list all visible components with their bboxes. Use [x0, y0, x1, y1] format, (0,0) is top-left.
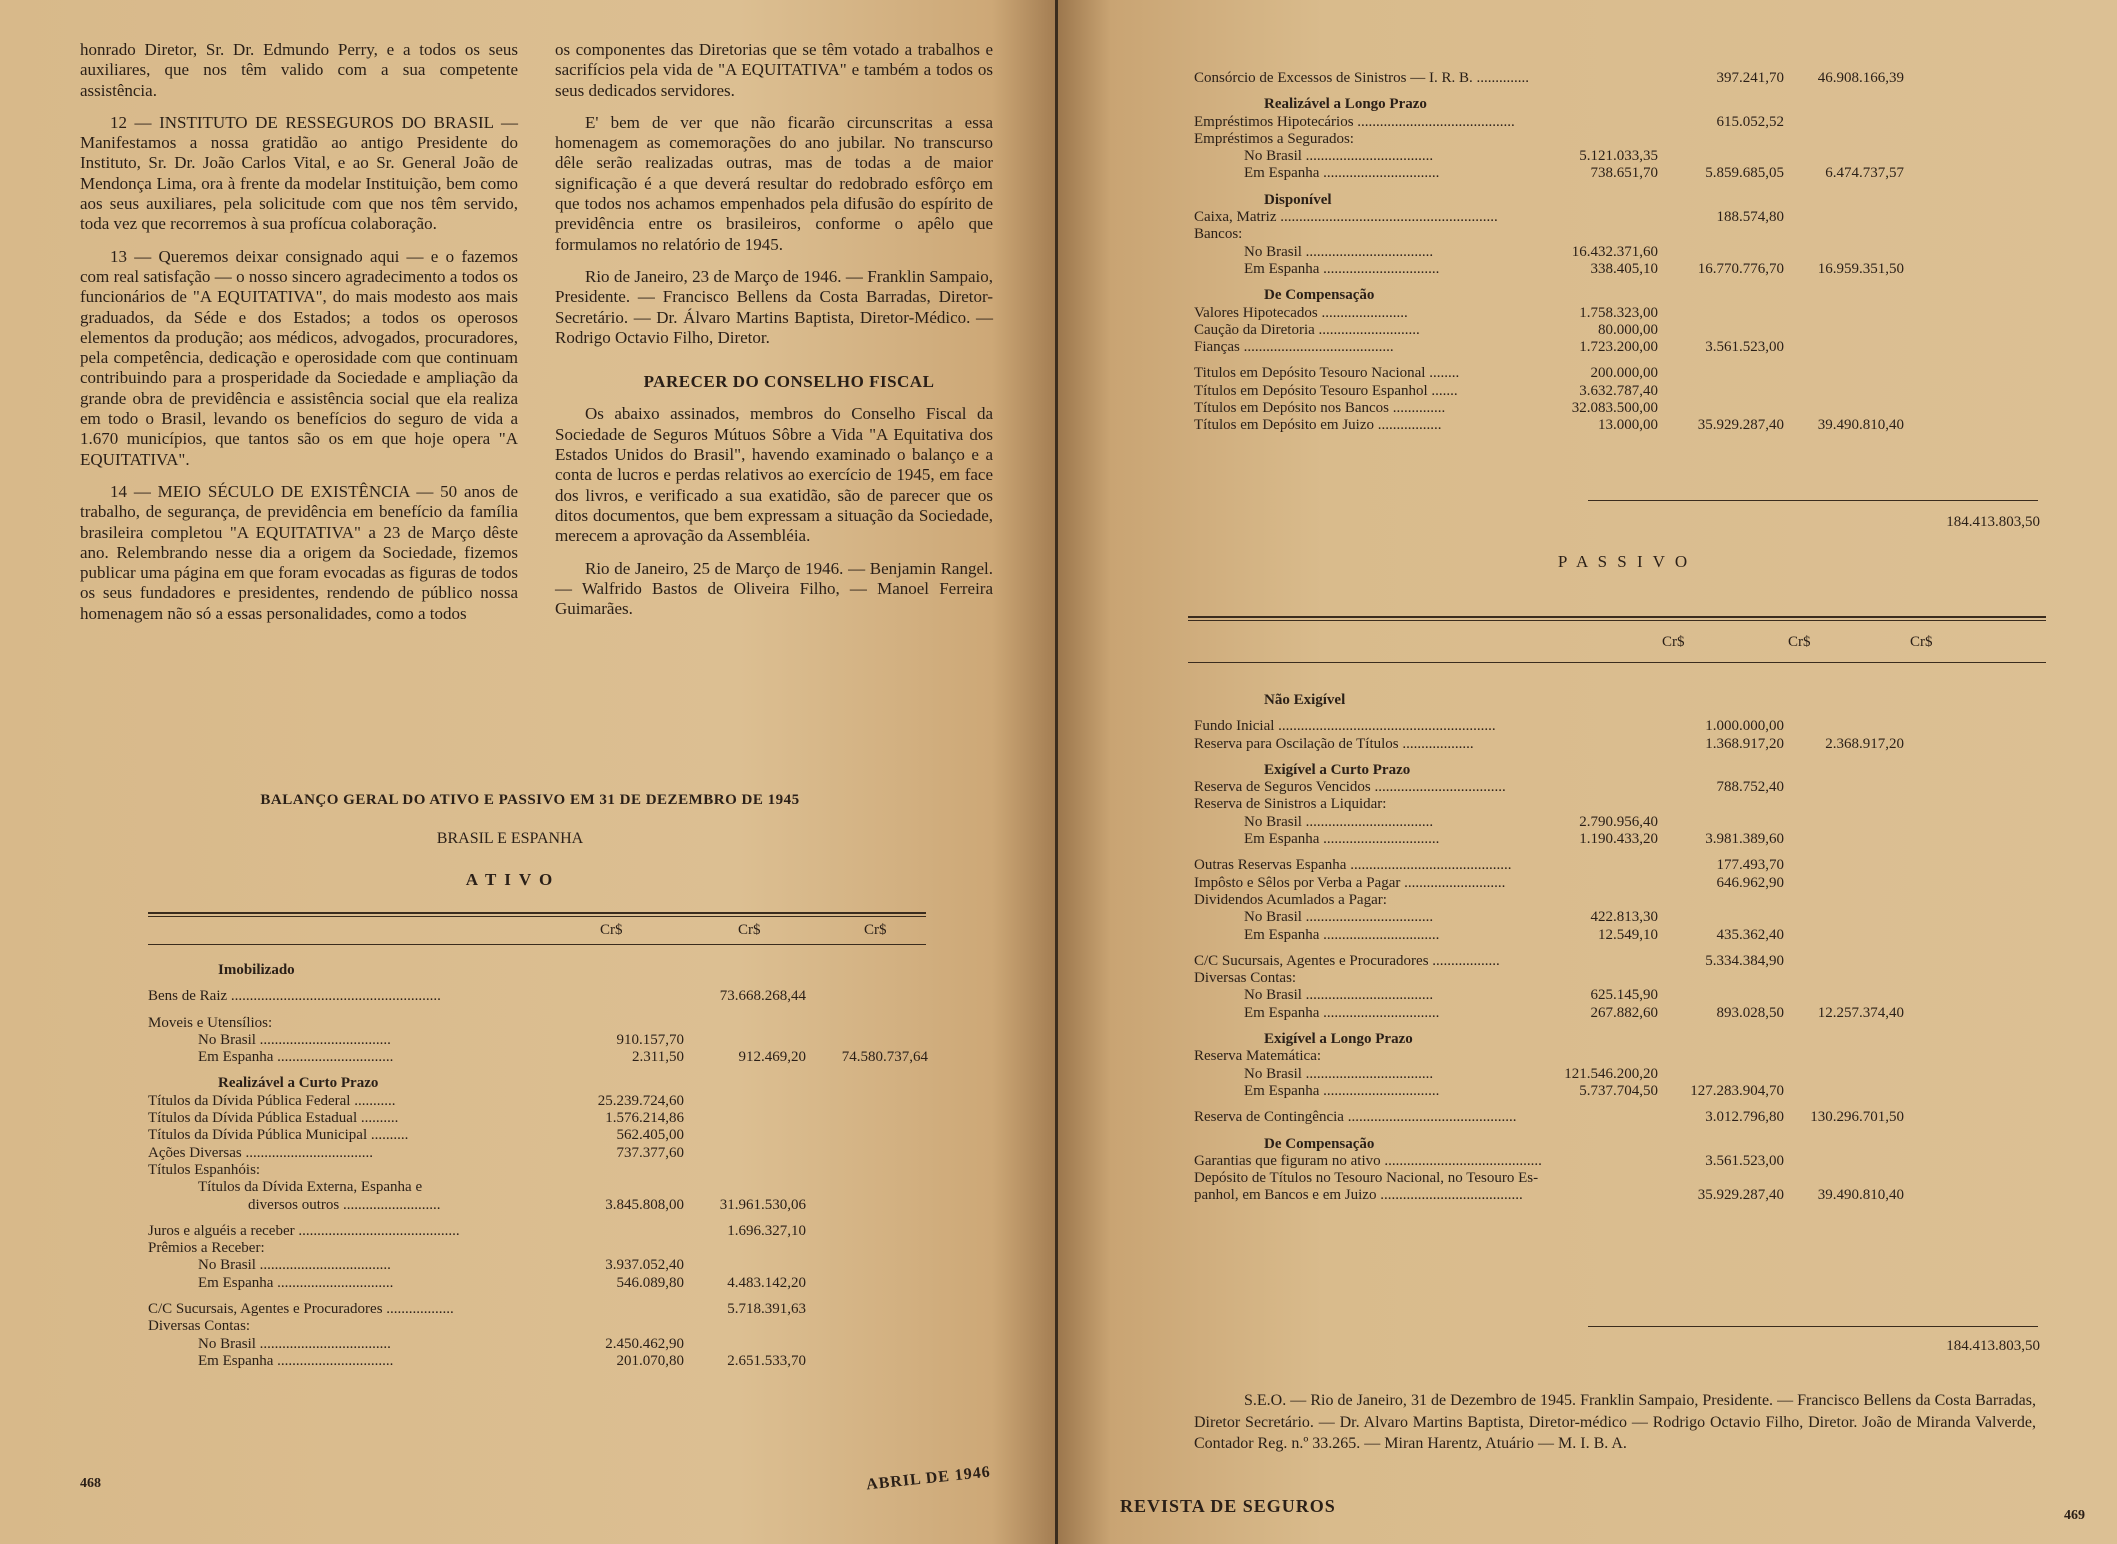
- amount-1: 5.737.704,50: [1579, 1082, 1658, 1099]
- table-row: [1194, 322, 2054, 339]
- amount-2: 1.000.000,00: [1705, 718, 1784, 735]
- section-heading-row: [1194, 1136, 2054, 1153]
- table-row: [148, 1301, 948, 1318]
- ativo-title: A T I V O: [465, 870, 555, 889]
- table-row: [148, 1336, 948, 1353]
- amount-2: 3.561.523,00: [1705, 339, 1784, 356]
- table-row: [1194, 383, 2054, 400]
- table-row: [1194, 1083, 2054, 1100]
- row-label: Em Espanha ...............................: [1244, 260, 1440, 277]
- divider: [148, 912, 926, 914]
- section-heading: Disponível: [1264, 191, 1332, 208]
- amount-2: 5.334.384,90: [1705, 952, 1784, 969]
- section-heading: De Compensação: [1264, 1135, 1375, 1152]
- passivo-title: P A S S I V O: [1557, 552, 1691, 571]
- amount-1: 2.450.462,90: [605, 1335, 684, 1352]
- table-row: [1194, 365, 2054, 382]
- table-row: [148, 1032, 948, 1049]
- paragraph: honrado Diretor, Sr. Dr. Edmundo Perry, e a todos os seus auxiliares, que nos têm valido com a sua competente assistência.: [80, 40, 518, 100]
- divider: [1188, 616, 2046, 618]
- amount-2: 31.961.530,06: [719, 1196, 806, 1213]
- row-label: Reserva de Sinistros a Liquidar:: [1194, 796, 1387, 813]
- table-row: [148, 988, 948, 1005]
- amount-3: 39.490.810,40: [1817, 417, 1904, 434]
- row-label: C/C Sucursais, Agentes e Procuradores ..................: [1194, 952, 1500, 969]
- spacer-row: [1194, 1100, 2054, 1109]
- table-row: [148, 1240, 948, 1257]
- row-label: Titulos em Depósito Tesouro Nacional ........: [1194, 365, 1460, 382]
- row-label: No Brasil ...................................: [198, 1031, 391, 1048]
- amount-1: 3.632.787,40: [1579, 382, 1658, 399]
- amount-2: 912.469,20: [738, 1049, 806, 1066]
- row-label: Em Espanha ...............................: [1244, 926, 1440, 943]
- table-row: [1194, 875, 2054, 892]
- amount-2: 4.483.142,20: [727, 1274, 806, 1291]
- amount-3: 16.959.351,50: [1817, 260, 1904, 277]
- spacer-row: [148, 1006, 948, 1015]
- row-label: Depósito de Títulos no Tesouro Nacional, no Tesouro Es-: [1194, 1170, 1539, 1187]
- currency-label: Cr$: [600, 922, 623, 938]
- row-label: Em Espanha ...............................: [1244, 1004, 1440, 1021]
- row-label: No Brasil ..................................: [1244, 148, 1434, 165]
- section-heading: De Compensação: [1264, 287, 1375, 304]
- amount-1: 12.549,10: [1598, 926, 1658, 943]
- row-label: Reserva de Contingência .............................................: [1194, 1109, 1517, 1126]
- amount-3: 39.490.810,40: [1817, 1187, 1904, 1204]
- spacer-row: [1194, 709, 2054, 718]
- row-label: Títulos da Dívida Externa, Espanha e: [198, 1179, 423, 1196]
- amount-1: 625.145,90: [1590, 987, 1658, 1004]
- amount-1: 1.723.200,00: [1579, 339, 1658, 356]
- row-label: diversos outros ..........................: [248, 1196, 441, 1213]
- page-number: 469: [2064, 1508, 2085, 1523]
- section-heading-row: [1194, 287, 2054, 304]
- amount-2: 435.362,40: [1716, 926, 1784, 943]
- amount-1: 201.070,80: [616, 1352, 684, 1369]
- divider: [1188, 620, 2046, 621]
- row-label: Reserva Matemática:: [1194, 1048, 1322, 1065]
- row-label: Juros e alguéis a receber ...........................................: [148, 1222, 460, 1239]
- page-footer: ABRIL DE 1946: [865, 1463, 992, 1494]
- row-label: Títulos Espanhóis:: [148, 1161, 261, 1178]
- section-heading: Realizável a Curto Prazo: [218, 1075, 379, 1092]
- row-label: Reserva para Oscilação de Títulos ...................: [1194, 735, 1474, 752]
- row-label: Fundo Inicial ..........................................................: [1194, 718, 1496, 735]
- balance-signature: S.E.O. — Rio de Janeiro, 31 de Dezembro de 1945. Franklin Sampaio, Presidente. — Francisco Bellens da Costa Barradas, Diretor Secretário. — Dr. Alvaro Martins Baptista, Diretor-médico — Rodrigo Octavio Filho, Diretor. João de Miranda Valverde, Contador Reg. n.º 33.265. — Miran Harentz, Atuário — M. I. B. A.: [1194, 1392, 2036, 1452]
- text-column-1: [80, 40, 518, 624]
- row-label: Em Espanha ...............................: [198, 1352, 394, 1369]
- table-row: [148, 1093, 948, 1110]
- table-row: [1194, 927, 2054, 944]
- spacer-row: [1194, 87, 2054, 96]
- row-label: Diversas Contas:: [1194, 970, 1297, 987]
- amount-2: 177.493,70: [1716, 857, 1784, 874]
- table-row: [1194, 226, 2054, 243]
- row-label: No Brasil ..................................: [1244, 813, 1434, 830]
- row-label: Em Espanha ...............................: [198, 1274, 394, 1291]
- divider: [148, 944, 926, 945]
- row-label: No Brasil ..................................: [1244, 987, 1434, 1004]
- table-row: [148, 1353, 948, 1370]
- row-label: Prêmios a Receber:: [148, 1240, 265, 1257]
- table-row: [148, 1179, 948, 1196]
- section-heading: Não Exigível: [1264, 692, 1346, 708]
- amount-2: 1.368.917,20: [1705, 735, 1784, 752]
- row-label: Moveis e Utensílios:: [148, 1014, 273, 1031]
- table-row: [148, 1257, 948, 1274]
- table-row: [1194, 114, 2054, 131]
- spacer-row: [1194, 278, 2054, 287]
- row-label: Em Espanha ...............................: [198, 1049, 394, 1066]
- amount-2: 3.012.796,80: [1705, 1109, 1784, 1126]
- currency-label: Cr$: [1910, 634, 1933, 650]
- table-row: [1194, 165, 2054, 182]
- row-label: Reserva de Seguros Vencidos ...................................: [1194, 779, 1506, 796]
- table-row: [1194, 339, 2054, 356]
- amount-1: 5.121.033,35: [1579, 148, 1658, 165]
- paragraph: E' bem de ver que não ficarão circunscritas a essa homenagem as comemorações do ano jubilar. No transcurso dêle serão realizadas outras, mas de todas a de maior significação é a que deverá resultar do redobrado esfôrço em que todos nos achamos empenhados pela difusão do espírito de previdência entre os brasileiros, conforme o apêlo que formulamos no relatório de 1945.: [555, 112, 993, 254]
- spacer-row: [1194, 753, 2054, 762]
- table-row: [1194, 131, 2054, 148]
- table-row: [1194, 814, 2054, 831]
- divider: [1188, 662, 2046, 663]
- amount-3: 46.908.166,39: [1817, 70, 1904, 86]
- spacer-row: [1194, 848, 2054, 857]
- amount-3: 2.368.917,20: [1825, 735, 1904, 752]
- amount-1: 737.377,60: [616, 1144, 684, 1161]
- row-label: Em Espanha ...............................: [1244, 831, 1440, 848]
- spacer-row: [148, 1292, 948, 1301]
- table-row: [1194, 148, 2054, 165]
- paragraph: 12 — INSTITUTO DE RESSEGUROS DO BRASIL — Manifestamos a nossa gratidão ao antigo Presidente do Instituto, Sr. Dr. João Carlos Vital, e ao Sr. General João de Mendonça Lima, ora à frente da modelar Instituição, bem como aos seus auxiliares, pela solicitude com que nos têm servido, toda vez que recorremos à sua profícua colaboração.: [80, 112, 518, 234]
- currency-label: Cr$: [864, 922, 887, 938]
- amount-1: 200.000,00: [1590, 365, 1658, 382]
- table-row: [1194, 970, 2054, 987]
- amount-3: 74.580.737,64: [841, 1049, 928, 1066]
- row-label: Títulos da Dívida Pública Federal ...........: [148, 1092, 396, 1109]
- amount-2: 615.052,52: [1716, 113, 1784, 130]
- spacer-row: [148, 1214, 948, 1223]
- amount-3: 130.296.701,50: [1810, 1109, 1904, 1126]
- paragraph: Os abaixo assinados, membros do Conselho Fiscal da Sociedade de Seguros Mútuos Sôbre a Vida "A Equitativa dos Estados Unidos do Brasil", havendo examinado o balanço e a conta de lucros e perdas relativos ao exercício de 1945, em face dos livros, e verificado a sua exatidão, são de parecer que os ditos documentos, que bem expressam a situação da Sociedade, merecem a aprovação da Assembléia.: [555, 404, 993, 546]
- table-row: [1194, 909, 2054, 926]
- table-row: [148, 1162, 948, 1179]
- ativo-total: 184.413.803,50: [1946, 514, 2040, 530]
- paragraph: os componentes das Diretorias que se têm votado a trabalhos e sacrifícios pela vida de "A EQUITATIVA" e também a todos os seus dedicados servidores.: [555, 40, 993, 100]
- table-row: [148, 1127, 948, 1144]
- amount-2: 788.752,40: [1716, 779, 1784, 796]
- row-label: panhol, em Bancos e em Juizo ......................................: [1194, 1187, 1523, 1204]
- amount-1: 910.157,70: [616, 1031, 684, 1048]
- spacer-row: [1194, 1127, 2054, 1136]
- row-label: Caixa, Matriz ..........................................................: [1194, 209, 1498, 226]
- amount-2: 646.962,90: [1716, 874, 1784, 891]
- section-heading-row: [148, 962, 948, 979]
- amount-1: 422.813,30: [1590, 909, 1658, 926]
- table-row: [148, 1145, 948, 1162]
- left-page: [0, 0, 1055, 1544]
- amount-2: 1.696.327,10: [727, 1222, 806, 1239]
- row-label: Valores Hipotecados .......................: [1194, 304, 1408, 321]
- table-row: [1194, 1005, 2054, 1022]
- amount-1: 13.000,00: [1598, 417, 1658, 434]
- row-label: No Brasil ...................................: [198, 1335, 391, 1352]
- amount-1: 3.937.052,40: [605, 1257, 684, 1274]
- page-footer: REVISTA DE SEGUROS: [1120, 1496, 1336, 1516]
- table-row: [148, 1015, 948, 1032]
- table-row: [1194, 1170, 2054, 1187]
- section-heading-row: [1194, 96, 2054, 113]
- amount-1: 32.083.500,00: [1571, 400, 1658, 417]
- amount-2: 2.651.533,70: [727, 1352, 806, 1369]
- spacer-row: [148, 979, 948, 988]
- section-heading-row: [1194, 692, 2054, 709]
- table-row: [1194, 718, 2054, 735]
- parecer-title: PARECER DO CONSELHO FISCAL: [643, 372, 935, 392]
- divider: [1588, 1326, 2038, 1327]
- table-row: [148, 1275, 948, 1292]
- row-label: Bancos:: [1194, 226, 1243, 243]
- amount-2: 5.718.391,63: [727, 1301, 806, 1318]
- amount-1: 1.758.323,00: [1579, 304, 1658, 321]
- amount-1: 121.546.200,20: [1564, 1065, 1658, 1082]
- row-label: Fianças ........................................: [1194, 339, 1394, 356]
- ativo-table: [148, 962, 948, 1370]
- row-label: C/C Sucursais, Agentes e Procuradores ..................: [148, 1301, 454, 1318]
- amount-2: 188.574,80: [1716, 209, 1784, 226]
- table-row: [1194, 261, 2054, 278]
- divider: [1588, 500, 2038, 501]
- row-label: Dividendos Acumlados a Pagar:: [1194, 891, 1387, 908]
- table-row: [148, 1110, 948, 1127]
- section-heading-row: [1194, 762, 2054, 779]
- amount-2: 73.668.268,44: [719, 988, 806, 1005]
- section-heading: Exigível a Curto Prazo: [1264, 761, 1411, 778]
- row-label: No Brasil ..................................: [1244, 1065, 1434, 1082]
- spacer-row: [1194, 944, 2054, 953]
- amount-2: 35.929.287,40: [1697, 1187, 1784, 1204]
- section-heading: Realizável a Longo Prazo: [1264, 96, 1427, 113]
- right-page: [1058, 0, 2117, 1544]
- table-row: [1194, 417, 2054, 434]
- currency-label: Cr$: [1662, 634, 1685, 650]
- amount-1: 1.576.214,86: [605, 1110, 684, 1127]
- divider: [148, 916, 926, 917]
- table-row: [1194, 892, 2054, 909]
- amount-1: 25.239.724,60: [597, 1092, 684, 1109]
- amount-1: 3.845.808,00: [605, 1196, 684, 1213]
- spacer-row: [1194, 356, 2054, 365]
- amount-1: 546.089,80: [616, 1274, 684, 1291]
- section-heading: Imobilizado: [218, 962, 295, 978]
- row-label: No Brasil ...................................: [198, 1257, 391, 1274]
- amount-1: 80.000,00: [1598, 321, 1658, 338]
- amount-2: 3.981.389,60: [1705, 831, 1784, 848]
- row-label: Diversas Contas:: [148, 1318, 251, 1335]
- row-label: Impôsto e Sêlos por Verba a Pagar ...........................: [1194, 874, 1506, 891]
- table-row: [148, 1049, 948, 1066]
- board-signature: Rio de Janeiro, 23 de Março de 1946. — Franklin Sampaio, Presidente. — Francisco Bellens da Costa Barradas, Diretor-Secretário. — Dr. Álvaro Martins Baptista, Diretor-Médico. — Rodrigo Octavio Filho, Diretor.: [555, 266, 993, 347]
- amount-2: 127.283.904,70: [1690, 1082, 1784, 1099]
- row-label: Empréstimos Hipotecários ..........................................: [1194, 113, 1515, 130]
- row-label: Garantias que figuram no ativo ..........................................: [1194, 1152, 1542, 1169]
- amount-2: 5.859.685,05: [1705, 165, 1784, 182]
- section-heading: Exigível a Longo Prazo: [1264, 1031, 1413, 1048]
- row-label: Outras Reservas Espanha ...........................................: [1194, 857, 1512, 874]
- table-row: [1194, 1109, 2054, 1126]
- amount-3: 6.474.737,57: [1825, 165, 1904, 182]
- ativo-continuation-table: [1194, 70, 2054, 435]
- table-row: [1194, 400, 2054, 417]
- section-heading-row: [1194, 192, 2054, 209]
- amount-2: 893.028,50: [1716, 1004, 1784, 1021]
- currency-label: Cr$: [1788, 634, 1811, 650]
- table-row: [1194, 1066, 2054, 1083]
- row-label: Bens de Raiz ........................................................: [148, 988, 441, 1005]
- table-row: [1194, 1187, 2054, 1204]
- table-row: [1194, 736, 2054, 753]
- spacer-row: [148, 1066, 948, 1075]
- amount-1: 16.432.371,60: [1571, 243, 1658, 260]
- row-label: No Brasil ..................................: [1244, 243, 1434, 260]
- amount-2: 35.929.287,40: [1697, 417, 1784, 434]
- amount-1: 267.882,60: [1590, 1004, 1658, 1021]
- row-label: Títulos em Depósito nos Bancos ..............: [1194, 400, 1446, 417]
- amount-1: 562.405,00: [616, 1127, 684, 1144]
- amount-2: 397.241,70: [1716, 70, 1784, 86]
- table-row: [1194, 953, 2054, 970]
- table-row: [148, 1223, 948, 1240]
- balance-title: BALANÇO GERAL DO ATIVO E PASSIVO EM 31 DE DEZEMBRO DE 1945: [260, 792, 800, 808]
- passivo-total: 184.413.803,50: [1946, 1338, 2040, 1354]
- row-label: Consórcio de Excessos de Sinistros — I. R. B. ..............: [1194, 70, 1529, 86]
- table-row: [1194, 987, 2054, 1004]
- paragraph: 14 — MEIO SÉCULO DE EXISTÊNCIA — 50 anos de trabalho, de segurança, de previdência em benefício da família brasileira completou "A EQUITATIVA" a 23 de Março dêste ano. Relembrando nesse dia a origem da Sociedade, fizemos publicar uma página em que foram evocadas as figuras de todos os seus fundadores e presidentes, rendendo de público nossa homenagem não só a essas personalidades, como a todos: [80, 481, 518, 623]
- text-column-2: [555, 40, 993, 619]
- table-row: [1194, 796, 2054, 813]
- amount-3: 12.257.374,40: [1817, 1004, 1904, 1021]
- amount-1: 738.651,70: [1590, 165, 1658, 182]
- row-label: Títulos em Depósito Tesouro Espanhol .......: [1194, 382, 1458, 399]
- row-label: Títulos da Dívida Pública Municipal ..........: [148, 1127, 409, 1144]
- table-row: [1194, 779, 2054, 796]
- amount-2: 3.561.523,00: [1705, 1152, 1784, 1169]
- row-label: Em Espanha ...............................: [1244, 165, 1440, 182]
- row-label: Títulos da Dívida Pública Estadual ..........: [148, 1110, 399, 1127]
- spacer-row: [1194, 1022, 2054, 1031]
- row-label: No Brasil ..................................: [1244, 909, 1434, 926]
- section-heading-row: [1194, 1031, 2054, 1048]
- spacer-row: [1194, 183, 2054, 192]
- amount-2: 16.770.776,70: [1697, 260, 1784, 277]
- section-heading-row: [148, 1075, 948, 1092]
- amount-1: 1.190.433,20: [1579, 831, 1658, 848]
- amount-1: 2.311,50: [632, 1049, 684, 1066]
- page-number: 468: [80, 1476, 101, 1491]
- row-label: Em Espanha ...............................: [1244, 1082, 1440, 1099]
- paragraph: 13 — Queremos deixar consignado aqui — e o fazemos com real satisfação — o nosso sincero agradecimento a todos os funcionários de "A EQUITATIVA", do mais modesto aos mais graduados, da Séde e dos Estados; a todos os operosos elementos da produção; aos médicos, advogados, procuradores, pela competência, dedicação e operosidade com que continuam contribuindo para a prosperidade da Sociedade e ampliação da grande obra de previdência e assistência social que ela realiza em todo o Brasil, levando os benefícios do seguro de vida a 1.670 municípios, que tantos são os em que hoje opera "A EQUITATIVA".: [80, 246, 518, 469]
- table-row: [1194, 305, 2054, 322]
- table-row: [1194, 244, 2054, 261]
- table-row: [148, 1197, 948, 1214]
- table-row: [1194, 831, 2054, 848]
- table-row: [1194, 70, 2054, 87]
- currency-label: Cr$: [738, 922, 761, 938]
- row-label: Títulos em Depósito em Juizo .................: [1194, 417, 1442, 434]
- row-label: Caução da Diretoria ...........................: [1194, 321, 1420, 338]
- council-signature: Rio de Janeiro, 25 de Março de 1946. — Benjamin Rangel. — Walfrido Bastos de Oliveira Filho, — Manoel Ferreira Guimarães.: [555, 558, 993, 619]
- table-row: [148, 1318, 948, 1335]
- table-row: [1194, 1153, 2054, 1170]
- table-row: [1194, 857, 2054, 874]
- amount-1: 338.405,10: [1590, 260, 1658, 277]
- row-label: Ações Diversas ..................................: [148, 1144, 373, 1161]
- table-row: [1194, 1048, 2054, 1065]
- amount-1: 2.790.956,40: [1579, 813, 1658, 830]
- passivo-table: [1194, 692, 2054, 1205]
- table-row: [1194, 209, 2054, 226]
- balance-subtitle: BRASIL E ESPANHA: [436, 830, 584, 847]
- row-label: Empréstimos a Segurados:: [1194, 130, 1354, 147]
